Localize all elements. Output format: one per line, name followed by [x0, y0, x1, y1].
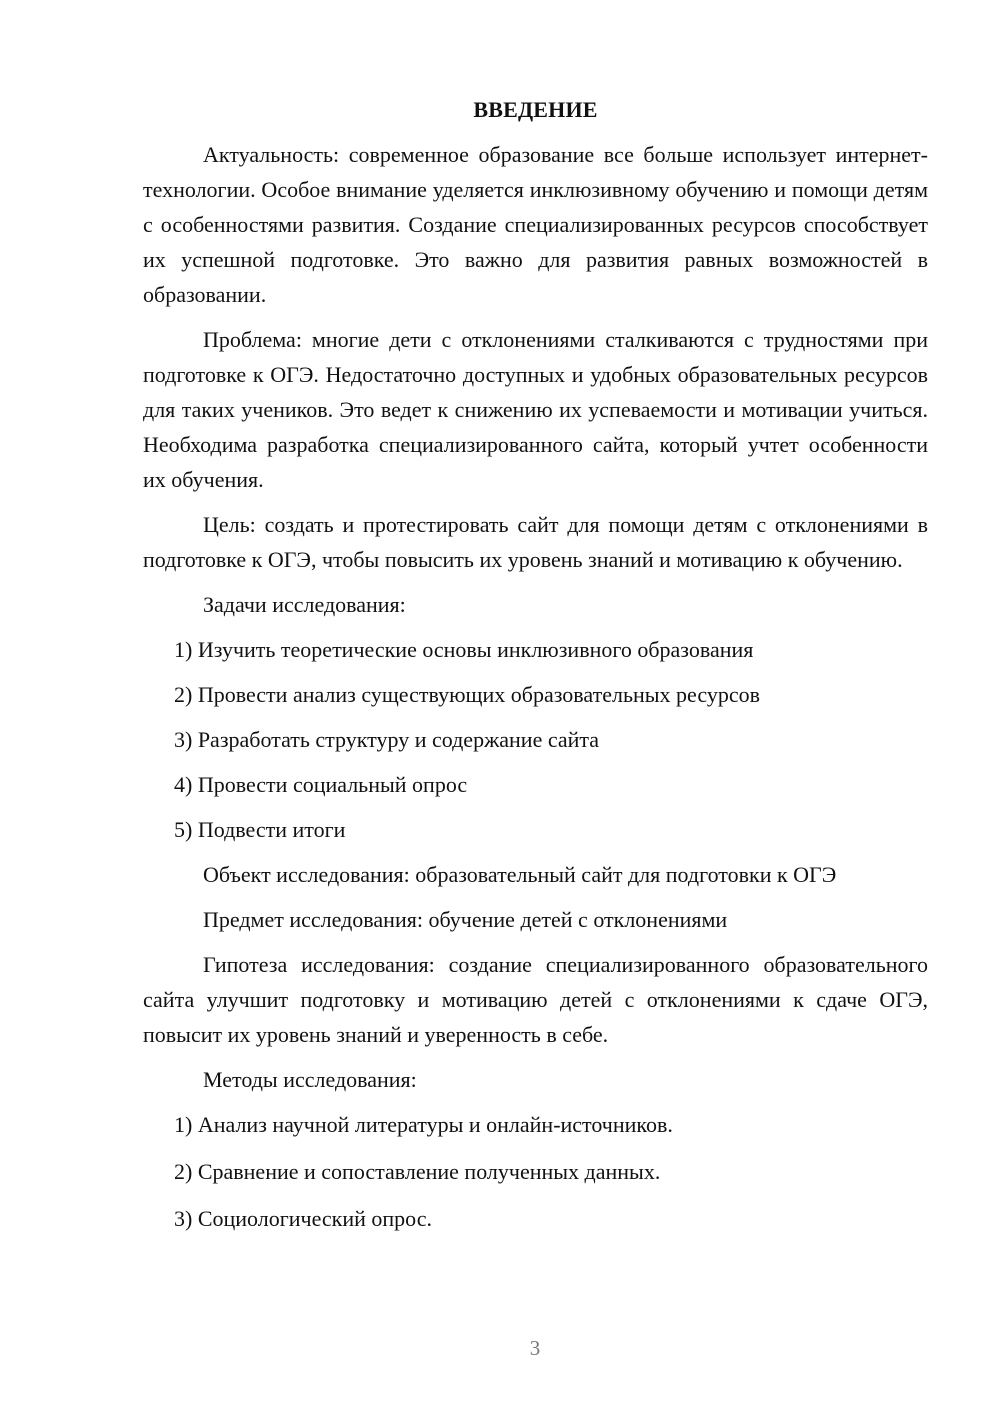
research-subject: Предмет исследования: обучение детей с отклонениями	[203, 907, 728, 932]
method-item: 1) Анализ научной литературы и онлайн-источников.	[174, 1112, 673, 1137]
relevance-paragraph: Актуальность: современное образование все больше использует интернет-технологии. Особое внимание уделяется инклюзивному обучению и помощи детям с особенностями развития. Создание специализированных ресурсов способствует их успешной подготовке. Это важно для развития равных возможностей в образовании.	[143, 142, 928, 307]
research-object: Объект исследования: образовательный сайт для подготовки к ОГЭ	[203, 862, 837, 887]
page-number: 3	[529, 1336, 541, 1360]
page-title: ВВЕДЕНИЕ	[473, 97, 598, 122]
task-item: 5) Подвести итоги	[174, 817, 346, 842]
task-item: 4) Провести социальный опрос	[174, 772, 468, 797]
task-item: 1) Изучить теоретические основы инклюзивного образования	[174, 637, 754, 662]
document-body	[143, 92, 928, 1248]
goal-paragraph: Цель: создать и протестировать сайт для помощи детям с отклонениями в подготовке к ОГЭ, чтобы повысить их уровень знаний и мотивацию к обучению.	[143, 512, 928, 572]
tasks-heading: Задачи исследования:	[203, 592, 406, 617]
method-item: 2) Сравнение и сопоставление полученных данных.	[174, 1159, 661, 1184]
methods-heading: Методы исследования:	[203, 1067, 417, 1092]
hypothesis-paragraph: Гипотеза исследования: создание специализированного образовательного сайта улучшит подготовку и мотивацию детей с отклонениями к сдаче ОГЭ, повысит их уровень знаний и уверенность в себе.	[143, 952, 928, 1047]
task-item: 3) Разработать структуру и содержание сайта	[174, 727, 600, 752]
method-item: 3) Социологический опрос.	[174, 1206, 432, 1231]
tasks-list	[143, 632, 928, 847]
task-item: 2) Провести анализ существующих образовательных ресурсов	[174, 682, 760, 707]
problem-paragraph: Проблема: многие дети с отклонениями сталкиваются с трудностями при подготовке к ОГЭ. Недостаточно доступных и удобных образовательных ресурсов для таких учеников. Это ведет к снижению их успеваемости и мотивации учиться. Необходима разработка специализированного сайта, который учтет особенности их обучения.	[143, 327, 928, 492]
methods-list	[143, 1107, 928, 1236]
